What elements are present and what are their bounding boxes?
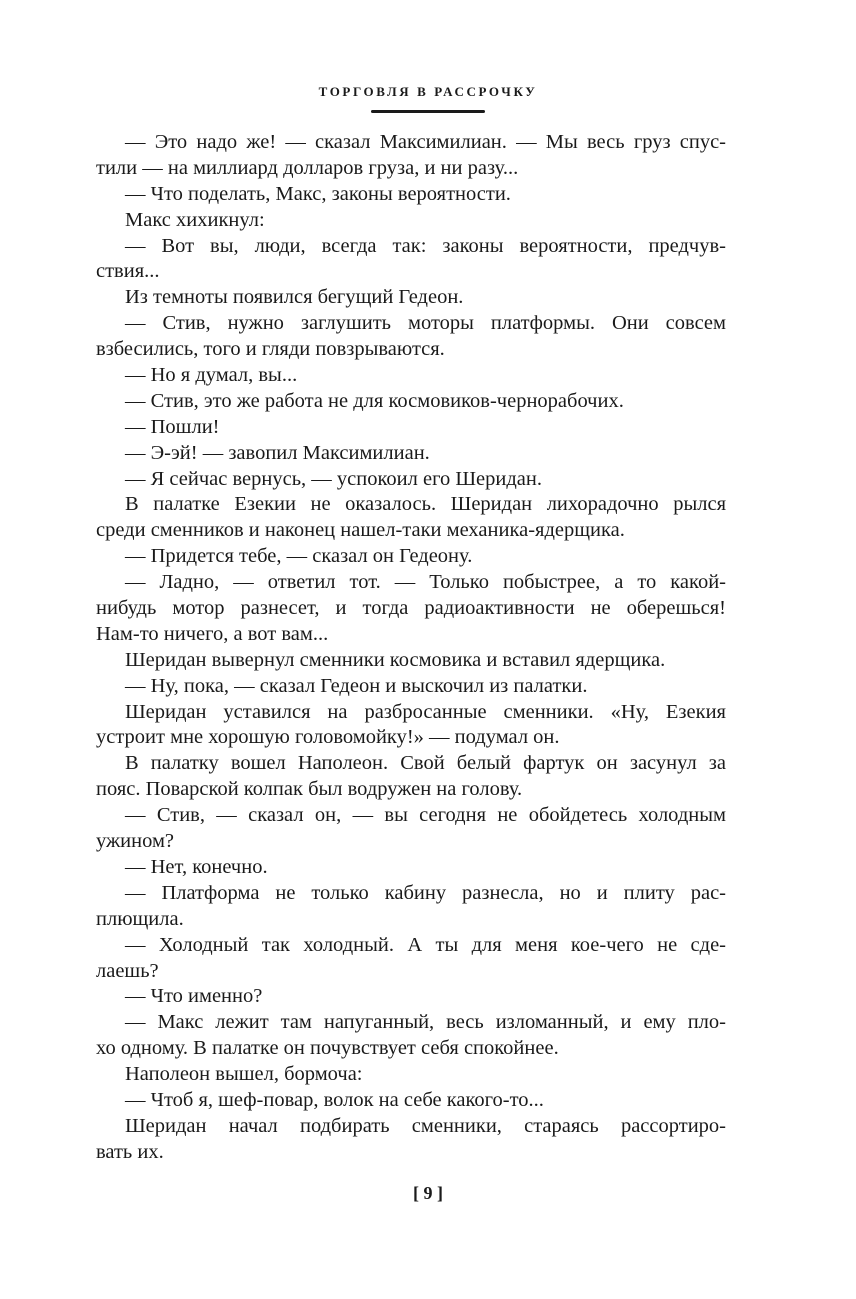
text-line: Макс хихикнул:: [125, 208, 265, 231]
text-line: Из темноты появился бегущий Гедеон.: [125, 286, 464, 309]
text-line: — Ладно, — ответил тот. — Только побыстрее, а то какой-: [125, 571, 726, 594]
text-line: — Но я думал, вы...: [125, 364, 298, 387]
text-line: Нам-то ничего, а вот вам...: [96, 622, 329, 645]
text-line: плющила.: [96, 907, 184, 930]
text-line: Шеридан вывернул сменники космовика и вставил ядерщика.: [125, 648, 666, 671]
text-line: — Чтоб я, шеф-повар, волок на себе какого-то...: [125, 1088, 544, 1111]
text-line: вать их.: [96, 1140, 164, 1163]
text-line: пояс. Поварской колпак был водружен на голову.: [96, 778, 523, 801]
text-line: — Что именно?: [125, 985, 263, 1008]
text-line: — Нет, конечно.: [125, 855, 268, 878]
text-line: среди сменников и наконец нашел-таки механика-ядерщика.: [96, 519, 625, 542]
text-line: — Это надо же! — сказал Максимилиан. — Мы весь груз спус-: [125, 131, 726, 153]
text-line: ствия...: [96, 260, 160, 283]
text-line: устроит мне хорошую головомойку!» — подумал он.: [96, 726, 560, 749]
text-line: — Э-эй! — завопил Максимилиан.: [125, 441, 430, 464]
text-line: — Стив, нужно заглушить моторы платформы. Они совсем: [125, 312, 726, 335]
text-line: — Ну, пока, — сказал Гедеон и выскочил из палатки.: [125, 674, 588, 697]
text-line: Шеридан начал подбирать сменники, стараясь рассортиро-: [125, 1114, 726, 1137]
text-line: лаешь?: [96, 959, 159, 982]
text-line: Наполеон вышел, бормоча:: [125, 1063, 363, 1086]
text-line: — Придется тебе, — сказал он Гедеону.: [125, 545, 473, 568]
body-text: [96, 130, 726, 1166]
text-line: — Пошли!: [125, 415, 220, 438]
text-line: — Вот вы, люди, всегда так: законы вероятности, предчув-: [125, 234, 726, 257]
text-line: — Платформа не только кабину разнесла, но и плиту рас-: [125, 881, 726, 904]
text-line: Шеридан уставился на разбросанные сменники. «Ну, Езекия: [125, 700, 726, 723]
text-line: — Стив, это же работа не для космовиков-чернорабочих.: [125, 389, 624, 412]
text-line: — Что поделать, Макс, законы вероятности.: [125, 182, 511, 205]
text-line: — Стив, — сказал он, — вы сегодня не обойдетесь холодным: [125, 804, 726, 827]
text-line: — Макс лежит там напуганный, весь изломанный, и ему пло-: [125, 1011, 726, 1034]
text-line: нибудь мотор разнесет, и тогда радиоактивности не оберешься!: [96, 597, 726, 620]
title-underline: [371, 110, 485, 113]
text-line: — Холодный так холодный. А ты для меня кое-чего не сде-: [125, 933, 726, 956]
text-line: В палатке Езекии не оказалось. Шеридан лихорадочно рылся: [125, 493, 726, 516]
running-title: ТОРГОВЛЯ В РАССРОЧКУ: [318, 84, 538, 99]
text-line: В палатку вошел Наполеон. Свой белый фартук он засунул за: [125, 752, 726, 775]
page-number: [ 9 ]: [413, 1183, 443, 1203]
text-line: хо одному. В палатке он почувствует себя спокойнее.: [96, 1037, 559, 1060]
text-line: — Я сейчас вернусь, — успокоил его Шеридан.: [125, 467, 542, 490]
text-line: взбесились, того и гляди повзрываются.: [96, 338, 445, 361]
text-line: ужином?: [96, 830, 175, 853]
text-line: тили — на миллиард долларов груза, и ни разу...: [96, 156, 519, 179]
